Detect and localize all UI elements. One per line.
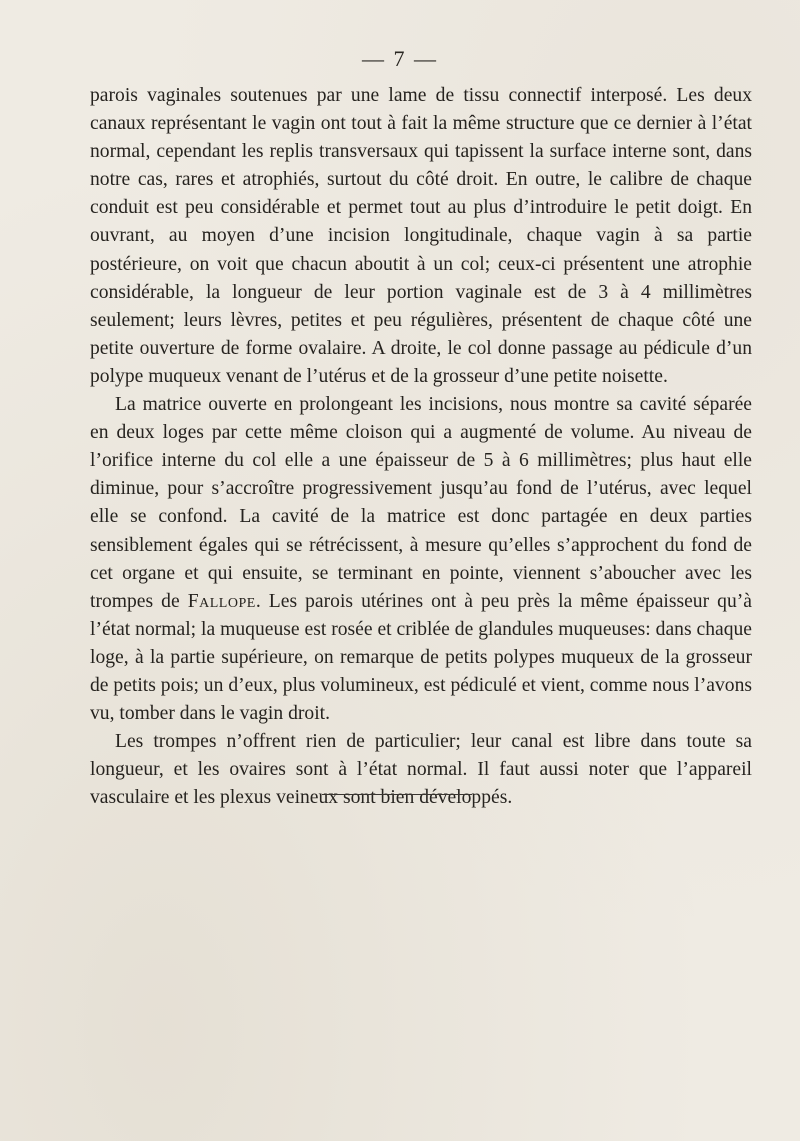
- body-text: [90, 82, 752, 812]
- paragraph-2: [90, 391, 752, 728]
- paragraph-2-text-before: La matrice ouverte en prolongeant les incisions, nous montre sa cavité séparée en deux loges par cette même cloison qui a augmenté de volume. Au niveau de l’orifice interne du col elle a une épaisseur de 5 à 6 millimètres; plus haut elle diminue, pour s’accroître progressivement jusqu’au fond de l’utérus, avec lequel elle se confond. La cavité de la matrice est donc partagée en deux parties sensiblement égales qui se rétrécissent, à mesure qu’elles s’approchent du fond de cet organe et qui ensuite, se terminant en pointe, viennent s’aboucher avec les trompes de: [90, 394, 752, 612]
- paragraph-1: parois vaginales soutenues par une lame de tissu connectif interposé. Les deux canaux représentant le vagin ont tout à fait la même structure que ce dernier à l’état normal, cependant les replis transversaux qui tapissent la surface interne sont, dans notre cas, rares et atrophiés, surtout du côté droit. En outre, le calibre de chaque conduit est peu considérable et permet tout au plus d’introduire le petit doigt. En ouvrant, au moyen d’une incision longitudinale, chaque vagin à sa partie postérieure, on voit que chacun aboutit à un col; ceux-ci présentent une atrophie considérable, la longueur de leur portion vaginale est de 3 à 4 millimètres seulement; leurs lèvres, petites et peu régulières, présentent de chaque côté une petite ouverture de forme ovalaire. A droite, le col donne passage au pédicule d’un polype muqueux venant de l’utérus et de la grosseur d’une petite noisette.: [90, 85, 752, 387]
- author-name-fallope: Fallope: [187, 590, 256, 612]
- page-number: — 7 —: [362, 46, 438, 71]
- end-rule: [322, 794, 472, 795]
- paragraph-2-text-after: . Les parois utérines ont à peu près la même épaisseur qu’à l’état normal; la muqueuse est rosée et criblée de glandules muqueuses: dans chaque loge, à la partie supérieure, on remarque de petits polypes muqueux de la grosseur de petits pois; un d’eux, plus volumineux, est pédiculé et vient, comme nous l’avons vu, tomber dans le vagin droit.: [90, 590, 752, 725]
- paragraph-3: Les trompes n’offrent rien de particulier; leur canal est libre dans toute sa longueur, et les ovaires sont à l’état normal. Il faut aussi noter que l’appareil vasculaire et les plexus veineux sont bien développés.: [90, 731, 752, 809]
